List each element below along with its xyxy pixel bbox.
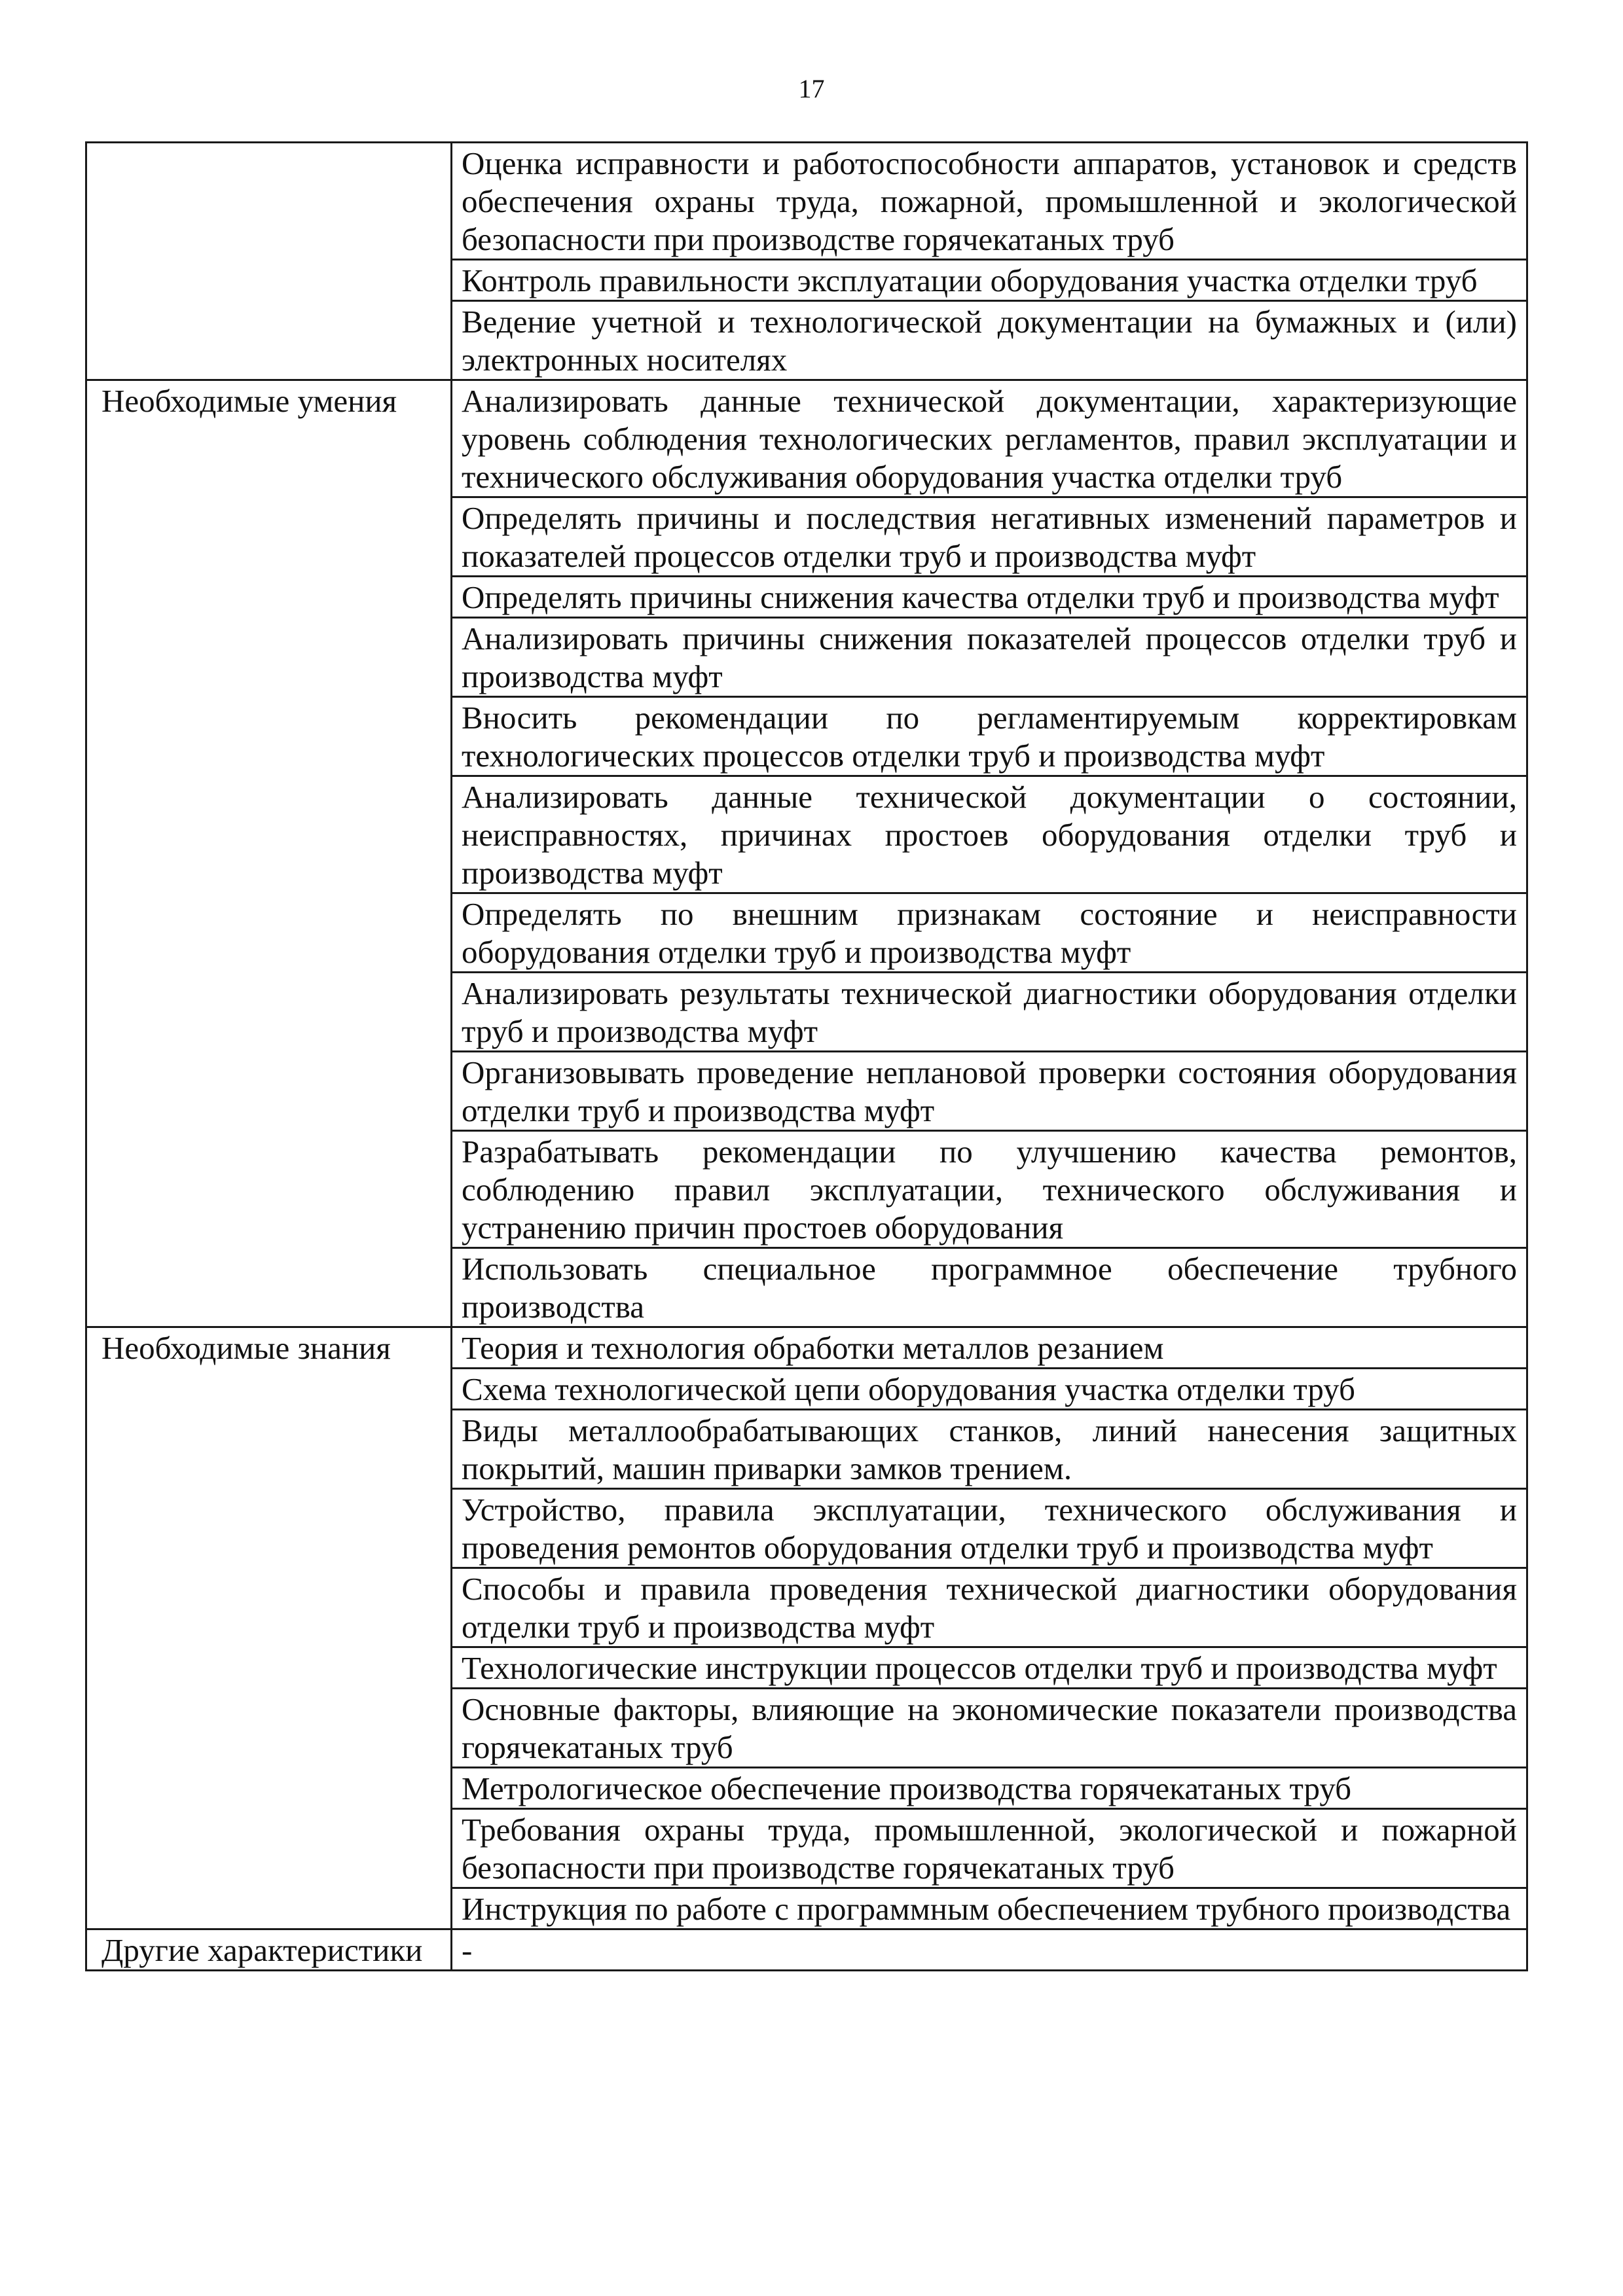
- table-cell: Вносить рекомендации по регламентируемым корректировкам технологических процессов отделки труб и производства муфт: [452, 697, 1527, 776]
- table-cell: Метрологическое обеспечение производства горячекатаных труб: [452, 1768, 1527, 1809]
- table-cell: Организовывать проведение неплановой проверки состояния оборудования отделки труб и производства муфт: [452, 1052, 1527, 1131]
- table-cell: Контроль правильности эксплуатации оборудования участка отделки труб: [452, 260, 1527, 301]
- table-cell: Разрабатывать рекомендации по улучшению качества ремонтов, соблюдению правил эксплуатации, технического обслуживания и устранению причин простоев оборудования: [452, 1131, 1527, 1248]
- table-row: [86, 380, 1527, 497]
- table-cell: Основные факторы, влияющие на экономические показатели производства горячекатаных труб: [452, 1689, 1527, 1768]
- table-cell: Схема технологической цепи оборудования участка отделки труб: [452, 1369, 1527, 1410]
- table-cell: Виды металлообрабатывающих станков, линий нанесения защитных покрытий, машин приварки замков трением.: [452, 1410, 1527, 1489]
- table-cell: Анализировать данные технической документации, характеризующие уровень соблюдения технологических регламентов, правил эксплуатации и технического обслуживания оборудования участка отделки труб: [452, 380, 1527, 497]
- row-group-label-empty: [86, 143, 452, 380]
- table-cell: Анализировать данные технической документации о состоянии, неисправностях, причинах простоев оборудования отделки труб и производства муфт: [452, 776, 1527, 893]
- row-group-label: Другие характеристики: [86, 1929, 452, 1971]
- table-cell: Определять причины и последствия негативных изменений параметров и показателей процессов отделки труб и производства муфт: [452, 497, 1527, 577]
- table-cell: Анализировать причины снижения показателей процессов отделки труб и производства муфт: [452, 618, 1527, 697]
- table-cell: Способы и правила проведения технической диагностики оборудования отделки труб и производства муфт: [452, 1568, 1527, 1647]
- table-cell: Определять по внешним признакам состояние и неисправности оборудования отделки труб и производства муфт: [452, 893, 1527, 973]
- table-cell: Теория и технология обработки металлов резанием: [452, 1327, 1527, 1369]
- table-cell: Оценка исправности и работоспособности аппаратов, установок и средств обеспечения охраны труда, пожарной, промышленной и экологической безопасности при производстве горячекатаных труб: [452, 143, 1527, 260]
- page-number: 17: [798, 74, 825, 103]
- row-group-label: Необходимые знания: [86, 1327, 452, 1929]
- table-cell: Технологические инструкции процессов отделки труб и производства муфт: [452, 1647, 1527, 1689]
- table-cell: Анализировать результаты технической диагностики оборудования отделки труб и производства муфт: [452, 973, 1527, 1052]
- table-cell: Устройство, правила эксплуатации, технического обслуживания и проведения ремонтов оборудования отделки труб и производства муфт: [452, 1489, 1527, 1568]
- table-cell: Определять причины снижения качества отделки труб и производства муфт: [452, 577, 1527, 618]
- table-cell: Инструкция по работе с программным обеспечением трубного производства: [452, 1888, 1527, 1929]
- competency-table: [85, 141, 1528, 1971]
- table-cell: Ведение учетной и технологической документации на бумажных и (или) электронных носителях: [452, 301, 1527, 380]
- row-group-label: Необходимые умения: [86, 380, 452, 1327]
- table-row: [86, 1929, 1527, 1971]
- table-cell: Использовать специальное программное обеспечение трубного производства: [452, 1248, 1527, 1327]
- table-row: [86, 143, 1527, 260]
- table-cell: -: [452, 1929, 1527, 1971]
- table-body: [86, 143, 1527, 1971]
- table-cell: Требования охраны труда, промышленной, экологической и пожарной безопасности при производстве горячекатаных труб: [452, 1809, 1527, 1888]
- table-row: [86, 1327, 1527, 1369]
